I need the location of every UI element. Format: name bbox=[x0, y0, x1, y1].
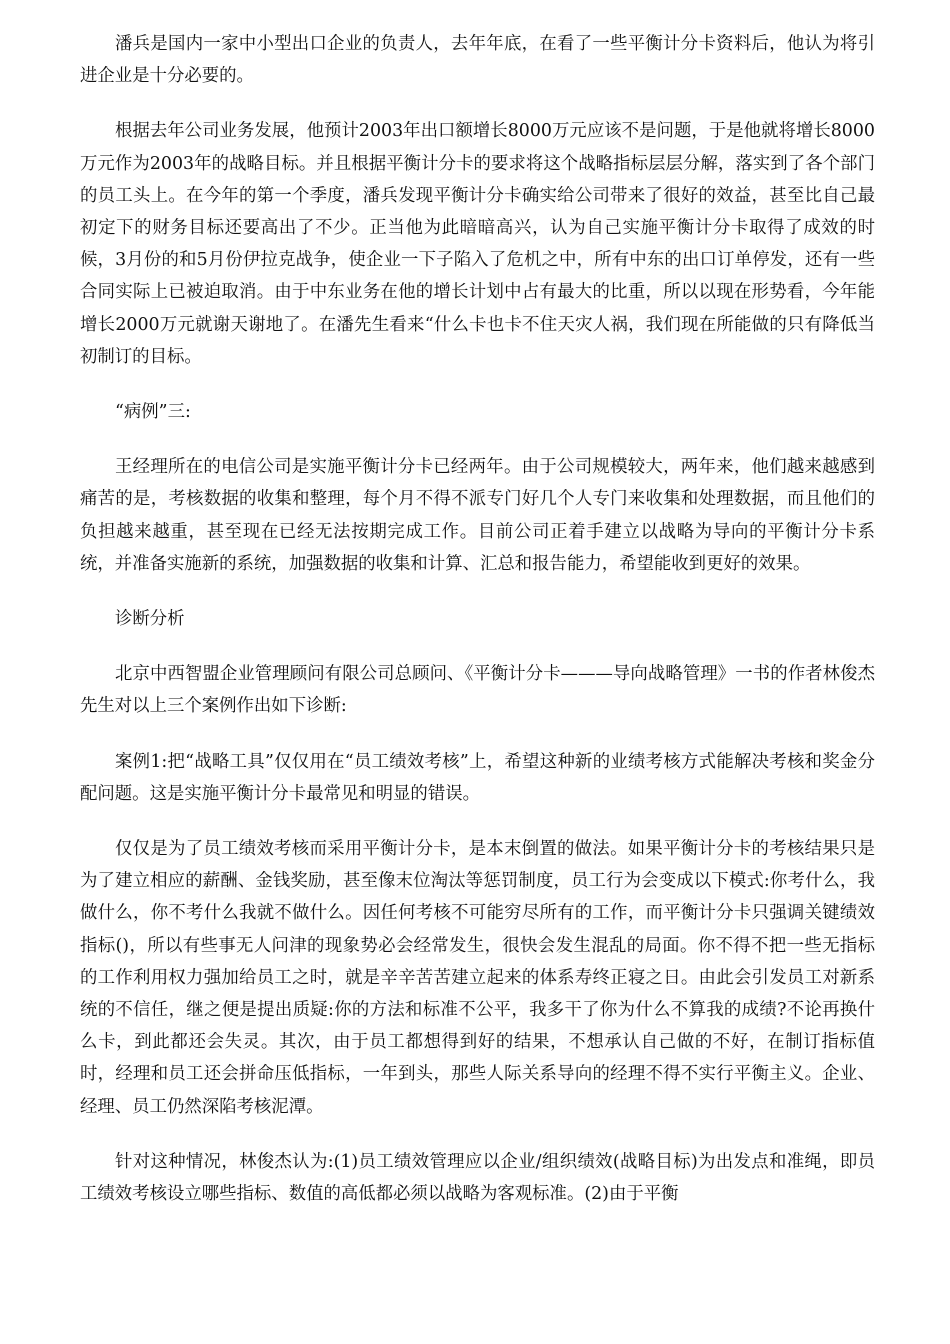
paragraph-diagnosis-intro: 北京中西智盟企业管理顾问有限公司总顾问、《平衡计分卡———导向战略管理》一书的作者林俊杰先生对以上三个案例作出如下诊断: bbox=[80, 664, 875, 717]
paragraph-case1-analysis: 仅仅是为了员工绩效考核而采用平衡计分卡，是本末倒置的做法。如果平衡计分卡的考核结果只是为了建立相应的薪酬、金钱奖励，甚至像末位淘汰等惩罚制度，员工行为会变成以下模式:你考什么，我做什么，你不考什么我就不做什么。因任何考核不可能穷尽所有的工作，而平衡计分卡只强调关键绩效指标()，所以有些事无人问津的现象势必会经常发生，很快会发生混乱的局面。你不得不把一些无指标的工作利用权力强加给员工之时，就是辛辛苦苦建立起来的体系寿终正寝之日。由此会引发员工对新系统的不信任，继之便是提出质疑:你的方法和标准不公平，我多干了你为什么不算我的成绩?不论再换什么卡，到此都还会失灵。其次，由于员工都想得到好的结果，不想承认自己做的不好，在制订指标值时，经理和员工还会拼命压低指标，一年到头，那些人际关系导向的经理不得不实行平衡主义。企业、经理、员工仍然深陷考核泥潭。 bbox=[80, 839, 875, 1117]
paragraph-recommendation: 针对这种情况，林俊杰认为:(1)员工绩效管理应以企业/组织绩效(战略目标)为出发点和准绳，即员工绩效考核设立哪些指标、数值的高低都必须以战略为客观标准。(2)由于平衡 bbox=[80, 1151, 875, 1205]
heading-diagnosis: 诊断分析 bbox=[115, 609, 185, 630]
paragraph-case3-body: 王经理所在的电信公司是实施平衡计分卡已经两年。由于公司规模较大，两年来，他们越来越感到痛苦的是，考核数据的收集和整理，每个月不得不派专门好几个人专门来收集和处理数据，而且他们的负担越来越重，甚至现在已经无法按期完成工作。目前公司正着手建立以战略为导向的平衡计分卡系统，并准备实施新的系统，加强数据的收集和计算、汇总和报告能力，希望能收到更好的效果。 bbox=[80, 457, 875, 574]
paragraph-case2-body: 根据去年公司业务发展，他预计2003年出口额增长8000万元应该不是问题，于是他就将增长8000万元作为2003年的战略目标。并且根据平衡计分卡的要求将这个战略指标层层分解，落实到了各个部门的员工头上。在今年的第一个季度，潘兵发现平衡计分卡确实给公司带来了很好的效益，甚至比自己最初定下的财务目标还要高出了不少。正当他为此暗暗高兴，认为自己实施平衡计分卡取得了成效的时候，3月份的和5月份伊拉克战争，使企业一下子陷入了危机之中，所有中东的出口订单停发，还有一些合同实际上已被迫取消。由于中东业务在他的增长计划中占有最大的比重，所以以现在形势看，今年能增长2000万元就谢天谢地了。在潘先生看来“什么卡也卡不住天灾人祸，我们现在所能做的只有降低当初制订的目标。 bbox=[80, 121, 875, 367]
paragraph-case2-intro: 潘兵是国内一家中小型出口企业的负责人，去年年底，在看了一些平衡计分卡资料后，他认为将引进企业是十分必要的。 bbox=[80, 34, 875, 87]
heading-case3: “病例”三: bbox=[115, 402, 191, 423]
document-page bbox=[80, 28, 875, 1210]
paragraph-case1-diagnosis: 案例1:把“战略工具”仅仅用在“员工绩效考核”上，希望这种新的业绩考核方式能解决考核和奖金分配问题。这是实施平衡计分卡最常见和明显的错误。 bbox=[80, 751, 875, 804]
